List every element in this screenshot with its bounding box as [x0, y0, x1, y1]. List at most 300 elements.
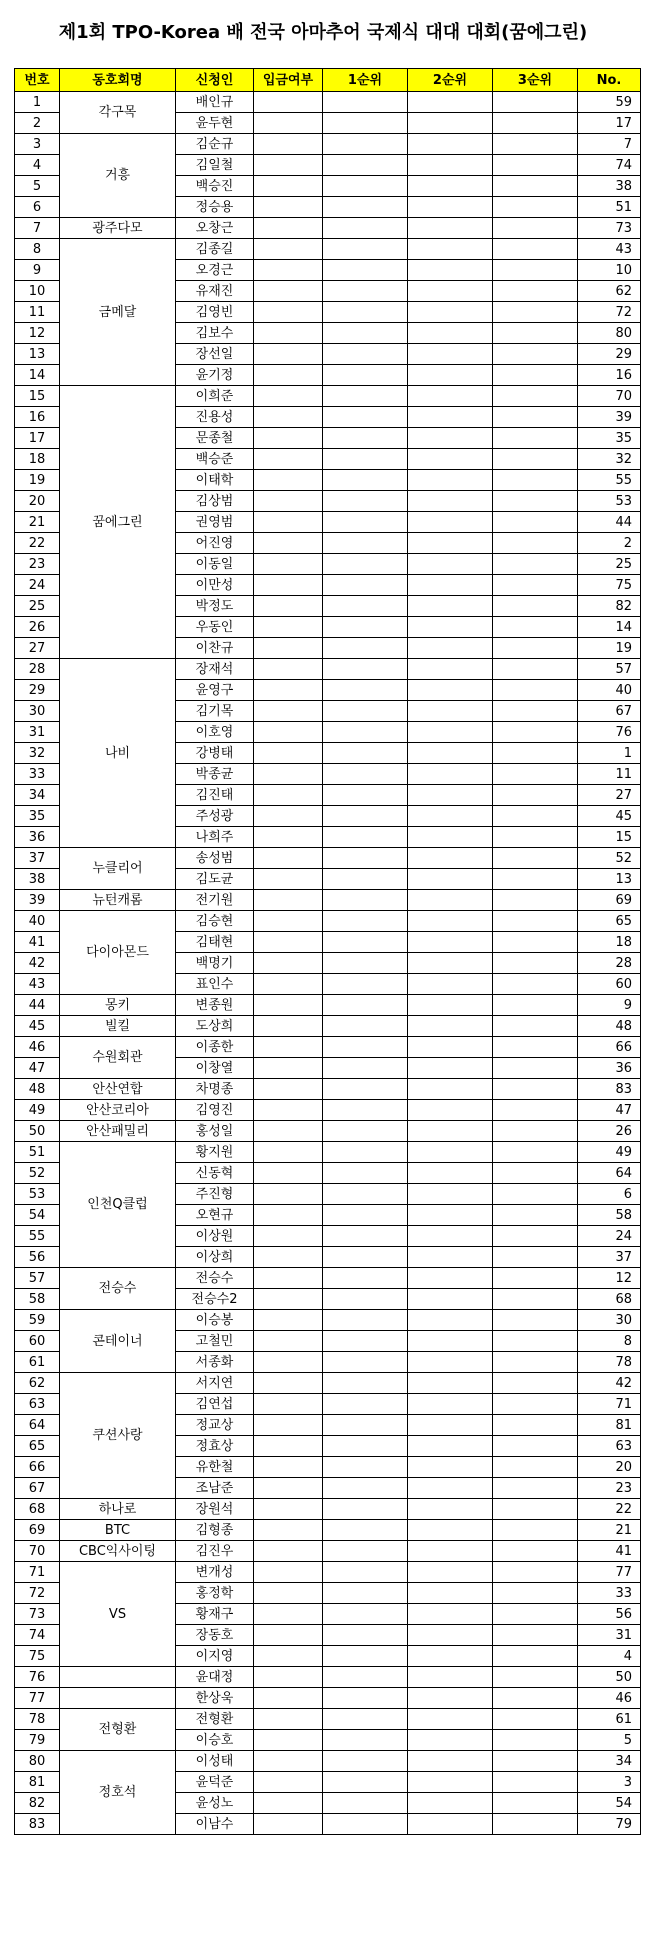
payment-cell [254, 512, 323, 533]
draw-number: 62 [578, 281, 641, 302]
applicant-name: 정승용 [176, 197, 254, 218]
row-number: 36 [15, 827, 60, 848]
rank-1-cell [323, 1751, 408, 1772]
rank-3-cell [493, 428, 578, 449]
row-number: 39 [15, 890, 60, 911]
applicant-name: 이성태 [176, 1751, 254, 1772]
applicant-name: 정효상 [176, 1436, 254, 1457]
rank-2-cell [408, 575, 493, 596]
draw-number: 58 [578, 1205, 641, 1226]
rank-3-cell [493, 1457, 578, 1478]
applicant-name: 김영빈 [176, 302, 254, 323]
rank-3-cell [493, 995, 578, 1016]
row-number: 67 [15, 1478, 60, 1499]
club-name: 각구목 [60, 92, 176, 134]
draw-number: 53 [578, 491, 641, 512]
applicant-name: 이창열 [176, 1058, 254, 1079]
draw-number: 50 [578, 1667, 641, 1688]
rank-2-cell [408, 764, 493, 785]
row-number: 20 [15, 491, 60, 512]
rank-3-cell [493, 890, 578, 911]
rank-3-cell [493, 1205, 578, 1226]
payment-cell [254, 1772, 323, 1793]
header-row [15, 69, 641, 92]
applicant-name: 전승수 [176, 1268, 254, 1289]
row-number: 27 [15, 638, 60, 659]
rank-2-cell [408, 1415, 493, 1436]
applicant-name: 이상희 [176, 1247, 254, 1268]
rank-3-cell [493, 575, 578, 596]
applicant-name: 이희준 [176, 386, 254, 407]
rank-2-cell [408, 260, 493, 281]
applicant-name: 한상욱 [176, 1688, 254, 1709]
payment-cell [254, 1100, 323, 1121]
draw-number: 71 [578, 1394, 641, 1415]
applicant-name: 이동일 [176, 554, 254, 575]
rank-3-cell [493, 365, 578, 386]
rank-2-cell [408, 953, 493, 974]
applicant-name: 백승준 [176, 449, 254, 470]
rank-2-cell [408, 1562, 493, 1583]
payment-cell [254, 827, 323, 848]
rank-1-cell [323, 1814, 408, 1835]
payment-cell [254, 1205, 323, 1226]
header-number: 번호 [15, 69, 60, 92]
rank-1-cell [323, 1562, 408, 1583]
draw-number: 6 [578, 1184, 641, 1205]
applicant-name: 백승진 [176, 176, 254, 197]
table-row [15, 1142, 641, 1163]
payment-cell [254, 449, 323, 470]
rank-1-cell [323, 827, 408, 848]
row-number: 11 [15, 302, 60, 323]
rank-2-cell [408, 1520, 493, 1541]
rank-1-cell [323, 1436, 408, 1457]
row-number: 48 [15, 1079, 60, 1100]
rank-2-cell [408, 1688, 493, 1709]
rank-1-cell [323, 449, 408, 470]
club-name: CBC익사이팅 [60, 1541, 176, 1562]
payment-cell [254, 1268, 323, 1289]
row-number: 74 [15, 1625, 60, 1646]
draw-number: 7 [578, 134, 641, 155]
rank-2-cell [408, 596, 493, 617]
applicant-name: 장동호 [176, 1625, 254, 1646]
applicant-name: 홍정학 [176, 1583, 254, 1604]
rank-2-cell [408, 785, 493, 806]
club-name [60, 1667, 176, 1688]
rank-2-cell [408, 911, 493, 932]
draw-number: 59 [578, 92, 641, 113]
rank-3-cell [493, 596, 578, 617]
rank-2-cell [408, 1310, 493, 1331]
rank-3-cell [493, 1730, 578, 1751]
draw-number: 36 [578, 1058, 641, 1079]
rank-1-cell [323, 1310, 408, 1331]
table-row [15, 848, 641, 869]
rank-2-cell [408, 512, 493, 533]
table-row [15, 1079, 641, 1100]
applicant-name: 나희주 [176, 827, 254, 848]
rank-1-cell [323, 1352, 408, 1373]
rank-2-cell [408, 1016, 493, 1037]
rank-1-cell [323, 1100, 408, 1121]
rank-1-cell [323, 365, 408, 386]
draw-number: 75 [578, 575, 641, 596]
row-number: 42 [15, 953, 60, 974]
payment-cell [254, 1373, 323, 1394]
rank-1-cell [323, 1709, 408, 1730]
draw-number: 37 [578, 1247, 641, 1268]
rank-2-cell [408, 890, 493, 911]
payment-cell [254, 1457, 323, 1478]
draw-number: 45 [578, 806, 641, 827]
rank-2-cell [408, 1751, 493, 1772]
rank-2-cell [408, 974, 493, 995]
payment-cell [254, 1310, 323, 1331]
draw-number: 70 [578, 386, 641, 407]
header-applicant: 신청인 [176, 69, 254, 92]
draw-number: 49 [578, 1142, 641, 1163]
rank-2-cell [408, 869, 493, 890]
payment-cell [254, 680, 323, 701]
payment-cell [254, 785, 323, 806]
applicant-name: 이태학 [176, 470, 254, 491]
applicant-name: 우동인 [176, 617, 254, 638]
club-name: 하나로 [60, 1499, 176, 1520]
rank-2-cell [408, 806, 493, 827]
rank-3-cell [493, 659, 578, 680]
row-number: 9 [15, 260, 60, 281]
rank-3-cell [493, 1583, 578, 1604]
applicant-name: 이종한 [176, 1037, 254, 1058]
row-number: 35 [15, 806, 60, 827]
table-row [15, 995, 641, 1016]
rank-3-cell [493, 1751, 578, 1772]
row-number: 40 [15, 911, 60, 932]
rank-3-cell [493, 1415, 578, 1436]
row-number: 19 [15, 470, 60, 491]
rank-3-cell [493, 1226, 578, 1247]
rank-3-cell [493, 1541, 578, 1562]
rank-1-cell [323, 1772, 408, 1793]
table-row [15, 1751, 641, 1772]
payment-cell [254, 1121, 323, 1142]
row-number: 78 [15, 1709, 60, 1730]
rank-2-cell [408, 932, 493, 953]
row-number: 73 [15, 1604, 60, 1625]
applicant-name: 도상희 [176, 1016, 254, 1037]
draw-number: 19 [578, 638, 641, 659]
rank-3-cell [493, 1163, 578, 1184]
rank-1-cell [323, 1037, 408, 1058]
rank-1-cell [323, 764, 408, 785]
payment-cell [254, 1289, 323, 1310]
payment-cell [254, 1163, 323, 1184]
payment-cell [254, 470, 323, 491]
applicant-name: 윤덕준 [176, 1772, 254, 1793]
club-name: 쿠션사랑 [60, 1373, 176, 1499]
rank-3-cell [493, 701, 578, 722]
draw-number: 3 [578, 1772, 641, 1793]
draw-number: 24 [578, 1226, 641, 1247]
table-row [15, 1520, 641, 1541]
rank-2-cell [408, 1247, 493, 1268]
payment-cell [254, 806, 323, 827]
table-row [15, 1100, 641, 1121]
draw-number: 41 [578, 1541, 641, 1562]
rank-2-cell [408, 470, 493, 491]
rank-2-cell [408, 1268, 493, 1289]
payment-cell [254, 197, 323, 218]
applicant-name: 문종철 [176, 428, 254, 449]
rank-1-cell [323, 1184, 408, 1205]
draw-number: 25 [578, 554, 641, 575]
table-row [15, 1268, 641, 1289]
rank-3-cell [493, 554, 578, 575]
rank-3-cell [493, 512, 578, 533]
draw-number: 35 [578, 428, 641, 449]
rank-3-cell [493, 1373, 578, 1394]
club-name: 광주다모 [60, 218, 176, 239]
draw-number: 54 [578, 1793, 641, 1814]
draw-number: 5 [578, 1730, 641, 1751]
row-number: 57 [15, 1268, 60, 1289]
rank-2-cell [408, 554, 493, 575]
payment-cell [254, 638, 323, 659]
row-number: 64 [15, 1415, 60, 1436]
rank-1-cell [323, 848, 408, 869]
rank-1-cell [323, 743, 408, 764]
applicant-name: 진용성 [176, 407, 254, 428]
table-row [15, 911, 641, 932]
rank-1-cell [323, 1205, 408, 1226]
rank-1-cell [323, 1058, 408, 1079]
rank-3-cell [493, 1142, 578, 1163]
payment-cell [254, 1709, 323, 1730]
rank-1-cell [323, 1541, 408, 1562]
rank-2-cell [408, 428, 493, 449]
rank-3-cell [493, 449, 578, 470]
draw-number: 56 [578, 1604, 641, 1625]
rank-1-cell [323, 428, 408, 449]
row-number: 61 [15, 1352, 60, 1373]
row-number: 45 [15, 1016, 60, 1037]
club-name: 수원회관 [60, 1037, 176, 1079]
rank-3-cell [493, 134, 578, 155]
row-number: 26 [15, 617, 60, 638]
draw-number: 81 [578, 1415, 641, 1436]
rank-1-cell [323, 1079, 408, 1100]
payment-cell [254, 1352, 323, 1373]
rank-2-cell [408, 1289, 493, 1310]
applicant-name: 김형종 [176, 1520, 254, 1541]
applicant-name: 김기목 [176, 701, 254, 722]
rank-1-cell [323, 176, 408, 197]
rank-3-cell [493, 1709, 578, 1730]
row-number: 16 [15, 407, 60, 428]
draw-number: 63 [578, 1436, 641, 1457]
draw-number: 42 [578, 1373, 641, 1394]
payment-cell [254, 1541, 323, 1562]
payment-cell [254, 1079, 323, 1100]
applicant-name: 박종균 [176, 764, 254, 785]
draw-number: 60 [578, 974, 641, 995]
rank-2-cell [408, 722, 493, 743]
club-name [60, 1688, 176, 1709]
payment-cell [254, 1730, 323, 1751]
row-number: 60 [15, 1331, 60, 1352]
rank-3-cell [493, 1667, 578, 1688]
applicant-name: 정교상 [176, 1415, 254, 1436]
rank-2-cell [408, 1772, 493, 1793]
rank-1-cell [323, 533, 408, 554]
rank-1-cell [323, 134, 408, 155]
applicant-name: 전형환 [176, 1709, 254, 1730]
row-number: 80 [15, 1751, 60, 1772]
draw-number: 1 [578, 743, 641, 764]
payment-cell [254, 218, 323, 239]
rank-3-cell [493, 1436, 578, 1457]
header-payment: 입금여부 [254, 69, 323, 92]
draw-number: 83 [578, 1079, 641, 1100]
rank-1-cell [323, 197, 408, 218]
rank-3-cell [493, 1184, 578, 1205]
payment-cell [254, 323, 323, 344]
rank-3-cell [493, 323, 578, 344]
row-number: 41 [15, 932, 60, 953]
rank-2-cell [408, 1583, 493, 1604]
payment-cell [254, 1184, 323, 1205]
rank-2-cell [408, 449, 493, 470]
draw-number: 17 [578, 113, 641, 134]
rank-3-cell [493, 932, 578, 953]
table-row [15, 1037, 641, 1058]
rank-2-cell [408, 407, 493, 428]
row-number: 46 [15, 1037, 60, 1058]
applicant-name: 강병태 [176, 743, 254, 764]
draw-number: 20 [578, 1457, 641, 1478]
payment-cell [254, 1058, 323, 1079]
header-rank-3: 3순위 [493, 69, 578, 92]
rank-1-cell [323, 659, 408, 680]
row-number: 21 [15, 512, 60, 533]
row-number: 32 [15, 743, 60, 764]
table-row [15, 386, 641, 407]
payment-cell [254, 659, 323, 680]
row-number: 70 [15, 1541, 60, 1562]
rank-3-cell [493, 1268, 578, 1289]
rank-1-cell [323, 785, 408, 806]
draw-number: 73 [578, 218, 641, 239]
rank-3-cell [493, 1520, 578, 1541]
payment-cell [254, 134, 323, 155]
payment-cell [254, 932, 323, 953]
table-row [15, 1310, 641, 1331]
payment-cell [254, 239, 323, 260]
rank-1-cell [323, 239, 408, 260]
table-row [15, 1016, 641, 1037]
row-number: 54 [15, 1205, 60, 1226]
payment-cell [254, 1688, 323, 1709]
draw-number: 65 [578, 911, 641, 932]
applicant-name: 이찬규 [176, 638, 254, 659]
applicant-name: 변종원 [176, 995, 254, 1016]
payment-cell [254, 1226, 323, 1247]
rank-2-cell [408, 1478, 493, 1499]
row-number: 51 [15, 1142, 60, 1163]
row-number: 24 [15, 575, 60, 596]
rank-2-cell [408, 197, 493, 218]
applicant-name: 송성범 [176, 848, 254, 869]
draw-number: 31 [578, 1625, 641, 1646]
payment-cell [254, 1646, 323, 1667]
applicant-name: 전승수2 [176, 1289, 254, 1310]
draw-number: 77 [578, 1562, 641, 1583]
rank-2-cell [408, 1037, 493, 1058]
applicant-name: 장원석 [176, 1499, 254, 1520]
payment-cell [254, 554, 323, 575]
row-number: 17 [15, 428, 60, 449]
rank-2-cell [408, 1646, 493, 1667]
rank-1-cell [323, 596, 408, 617]
draw-number: 32 [578, 449, 641, 470]
payment-cell [254, 260, 323, 281]
rank-2-cell [408, 386, 493, 407]
applicant-name: 이지영 [176, 1646, 254, 1667]
applicant-name: 조남준 [176, 1478, 254, 1499]
row-number: 68 [15, 1499, 60, 1520]
payment-cell [254, 281, 323, 302]
club-name: 안산연합 [60, 1079, 176, 1100]
rank-3-cell [493, 1793, 578, 1814]
rank-3-cell [493, 1814, 578, 1835]
rank-3-cell [493, 1562, 578, 1583]
draw-number: 11 [578, 764, 641, 785]
rank-2-cell [408, 1058, 493, 1079]
rank-1-cell [323, 302, 408, 323]
rank-2-cell [408, 365, 493, 386]
rank-2-cell [408, 113, 493, 134]
draw-number: 29 [578, 344, 641, 365]
rank-3-cell [493, 1079, 578, 1100]
draw-number: 4 [578, 1646, 641, 1667]
rank-2-cell [408, 1352, 493, 1373]
row-number: 66 [15, 1457, 60, 1478]
rank-1-cell [323, 1793, 408, 1814]
rank-3-cell [493, 617, 578, 638]
row-number: 75 [15, 1646, 60, 1667]
row-number: 25 [15, 596, 60, 617]
row-number: 1 [15, 92, 60, 113]
payment-cell [254, 596, 323, 617]
applicant-name: 백명기 [176, 953, 254, 974]
draw-number: 12 [578, 1268, 641, 1289]
row-number: 3 [15, 134, 60, 155]
header-rank-2: 2순위 [408, 69, 493, 92]
table-row [15, 134, 641, 155]
payment-cell [254, 1793, 323, 1814]
club-name: 거흥 [60, 134, 176, 218]
applicant-name: 윤성노 [176, 1793, 254, 1814]
table-row [15, 1562, 641, 1583]
rank-1-cell [323, 512, 408, 533]
rank-1-cell [323, 260, 408, 281]
payment-cell [254, 1436, 323, 1457]
applicant-name: 김일철 [176, 155, 254, 176]
table-row [15, 1499, 641, 1520]
row-number: 18 [15, 449, 60, 470]
